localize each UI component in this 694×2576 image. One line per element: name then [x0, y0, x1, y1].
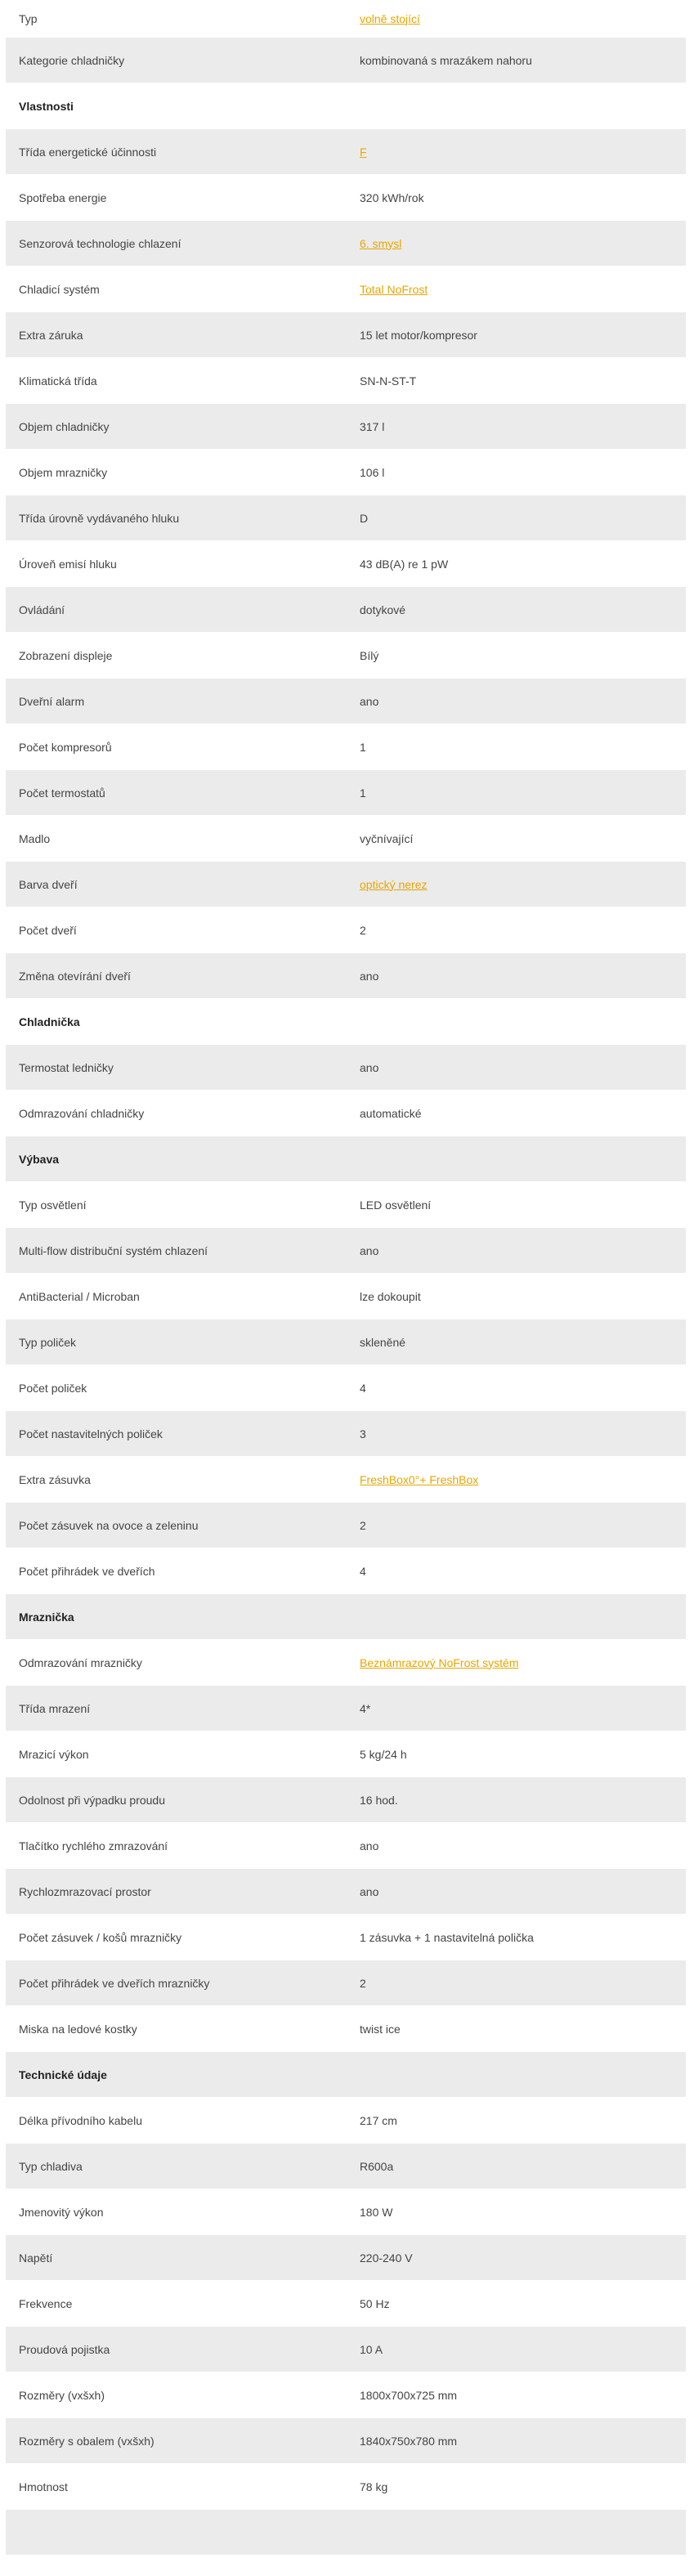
spec-label: Počet nastavitelných poliček [19, 1427, 163, 1440]
spec-value: 4 [360, 1564, 366, 1578]
spec-label: Multi-flow distribuční systém chlazení [19, 1243, 208, 1257]
spec-value: twist ice [360, 2022, 401, 2036]
spec-value-cell [360, 1519, 686, 1532]
spec-value-cell [360, 2480, 686, 2493]
section-title: Chladnička [19, 1015, 80, 1028]
spec-value-cell [360, 1977, 686, 1990]
spec-value-cell [360, 1382, 686, 1395]
spec-value-cell [360, 1885, 686, 1898]
spec-label: Odmrazování chladničky [19, 1106, 145, 1120]
spec-value: ano [360, 1839, 379, 1852]
spec-value: automatické [360, 1106, 422, 1120]
spec-row-miska-na-ledove-kostky [6, 2006, 686, 2052]
spec-value: R600a [360, 2159, 394, 2173]
spec-label: Třída mrazení [19, 1701, 91, 1715]
spec-value: skleněné [360, 1335, 406, 1349]
spec-value-cell [360, 1702, 686, 1715]
spec-row-pocet-kompresoru [6, 724, 686, 770]
spec-value: 220-240 V [360, 2251, 413, 2265]
spec-row-chladici-system [6, 267, 686, 312]
spec-value-cell [360, 1198, 686, 1212]
spec-label: Typ poliček [19, 1335, 77, 1349]
spec-value-cell [360, 2297, 686, 2310]
spec-value-cell [360, 466, 686, 479]
spec-label: Objem mrazničky [19, 465, 108, 479]
spec-label: Typ [19, 11, 38, 25]
spec-label: Počet zásuvek na ovoce a zeleninu [19, 1518, 199, 1532]
spec-label: Miska na ledové kostky [19, 2022, 137, 2036]
spec-row-objem-chladnicky [6, 404, 686, 450]
spec-row-ovladani [6, 587, 686, 633]
spec-label: Jmenovitý výkon [19, 2205, 104, 2219]
spec-label: Rozměry s obalem (vxšxh) [19, 2434, 154, 2448]
spec-row-barva-dveri [6, 862, 686, 907]
spec-value-link[interactable]: Total NoFrost [360, 282, 428, 296]
spec-row-antibacterial-microban [6, 1274, 686, 1319]
spec-row-extra-zasuvka [6, 1457, 686, 1503]
spec-label: Kategorie chladničky [19, 53, 125, 67]
spec-label: Třída úrovně vydávaného hluku [19, 511, 180, 525]
spec-value-cell [360, 1839, 686, 1852]
spec-label: Počet zásuvek / košů mrazničky [19, 1930, 182, 1944]
spec-label: Proudová pojistka [19, 2342, 110, 2356]
spec-value: 1 [360, 740, 366, 754]
spec-value-cell [360, 12, 686, 25]
spec-value-cell [360, 1061, 686, 1074]
spec-value: 4 [360, 1381, 366, 1395]
spec-label: Tlačítko rychlého zmrazování [19, 1839, 168, 1852]
spec-value: 10 A [360, 2342, 383, 2356]
spec-value: vyčnívající [360, 831, 414, 845]
spec-label: Typ chladiva [19, 2159, 83, 2173]
section-title: Vlastnosti [19, 99, 74, 113]
spec-value: 1840x750x780 mm [360, 2434, 458, 2448]
section-title: Technické údaje [19, 2068, 107, 2081]
spec-value: 2 [360, 1518, 366, 1532]
spec-row-trida-mrazeni [6, 1686, 686, 1732]
spec-value-cell [360, 329, 686, 342]
section-header-technicke-udaje [6, 2052, 686, 2098]
spec-row-proudova-pojistka [6, 2327, 686, 2372]
spec-value: ano [360, 1884, 379, 1898]
spec-value-cell [360, 512, 686, 525]
spec-value-cell [360, 741, 686, 754]
spec-row-pocet-nastavitelnych-policek [6, 1411, 686, 1457]
spec-label: Úroveň emisí hluku [19, 557, 117, 571]
spec-value-cell [360, 786, 686, 800]
spec-value-cell [360, 2160, 686, 2173]
spec-value: 3 [360, 1427, 366, 1440]
spec-label: Klimatická třída [19, 374, 97, 388]
section-header-chladnicka [6, 999, 686, 1045]
spec-value-cell [360, 1656, 686, 1669]
spec-label: Senzorová technologie chlazení [19, 236, 181, 250]
spec-value: SN-N-ST-T [360, 374, 417, 388]
spec-label: Odmrazování mrazničky [19, 1655, 142, 1669]
spec-row-odolnost-pri-vypadku-proudu [6, 1777, 686, 1823]
spec-value: Bílý [360, 648, 379, 662]
spec-row-mrazici-vykon [6, 1732, 686, 1777]
spec-row-pocet-policek [6, 1365, 686, 1411]
spec-value-cell [360, 695, 686, 708]
spec-label: Napětí [19, 2251, 53, 2265]
spec-value-link[interactable]: 6. smysl [360, 236, 402, 250]
spec-value-cell [360, 1290, 686, 1303]
spec-label: Chladicí systém [19, 282, 100, 296]
spec-label: Extra zásuvka [19, 1472, 91, 1486]
spec-row-jmenovity-vykon [6, 2189, 686, 2235]
spec-value-cell [360, 603, 686, 616]
spec-value: D [360, 511, 369, 525]
spec-value: LED osvětlení [360, 1198, 432, 1212]
spec-row-termostat-lednicky [6, 1045, 686, 1091]
spec-label: Spotřeba energie [19, 190, 107, 204]
spec-label: Zobrazení displeje [19, 648, 113, 662]
spec-value-cell [360, 54, 686, 67]
spec-row-spotreba-energie [6, 175, 686, 221]
spec-row-pocet-termostatu [6, 770, 686, 816]
spec-value: ano [360, 1060, 379, 1074]
spec-value: 78 kg [360, 2480, 388, 2493]
spec-row-multi-flow-distribucni-system-chlazeni [6, 1228, 686, 1274]
spec-value: 1 [360, 786, 366, 800]
spec-value: 106 l [360, 465, 385, 479]
spec-row-zmena-otevirani-dveri [6, 953, 686, 999]
spec-row-pocet-zasuvek-na-ovoce-a-zeleninu [6, 1503, 686, 1548]
spec-row-pocet-prihradek-ve-dverich-mraznicky [6, 1960, 686, 2006]
section-header-vlastnosti [6, 83, 686, 129]
spec-value: 2 [360, 1976, 366, 1990]
section-header-mraznicka [6, 1594, 686, 1640]
spec-row-odmrazovani-chladnicky [6, 1091, 686, 1136]
spec-row-objem-mraznicky [6, 450, 686, 495]
spec-value: 180 W [360, 2205, 393, 2219]
spec-value: 1 zásuvka + 1 nastavitelná polička [360, 1930, 534, 1944]
spec-value: kombinovaná s mrazákem nahoru [360, 53, 532, 67]
spec-value-cell [360, 2435, 686, 2448]
spec-value: 43 dB(A) re 1 pW [360, 557, 449, 571]
spec-row-typ [6, 0, 686, 38]
section-header-vybava [6, 1136, 686, 1182]
spec-label: Frekvence [19, 2296, 73, 2310]
spec-row-trida-urovne-vydavaneho-hluku [6, 495, 686, 541]
spec-value: ano [360, 1243, 379, 1257]
spec-value: dotykové [360, 603, 406, 616]
spec-value: 1800x700x725 mm [360, 2388, 458, 2402]
section-title: Mraznička [19, 1610, 74, 1624]
spec-row-kategorie-chladnicky [6, 38, 686, 83]
spec-row-empty [6, 2510, 686, 2556]
spec-row-trida-energeticke-ucinnosti [6, 129, 686, 175]
spec-value: 320 kWh/rok [360, 190, 424, 204]
spec-value: 15 let motor/kompresor [360, 328, 477, 342]
spec-value-cell [360, 191, 686, 204]
spec-label: Počet přihrádek ve dveřích [19, 1564, 155, 1578]
spec-value-link[interactable]: volně stojící [360, 11, 420, 25]
spec-row-madlo [6, 816, 686, 862]
spec-label: Dveřní alarm [19, 694, 85, 708]
spec-value-cell [360, 649, 686, 662]
section-title: Výbava [19, 1152, 60, 1166]
spec-row-uroven-emisi-hluku [6, 541, 686, 587]
specification-table [6, 0, 686, 2556]
spec-row-senzorova-technologie-chlazeni [6, 221, 686, 267]
spec-label: Změna otevírání dveří [19, 969, 131, 983]
spec-label: Hmotnost [19, 2480, 68, 2493]
spec-value-cell [360, 2023, 686, 2036]
spec-row-odmrazovani-mraznicky [6, 1640, 686, 1686]
spec-label: Rozměry (vxšxh) [19, 2388, 105, 2402]
spec-row-rozmery-s-obalem-vxsxh [6, 2418, 686, 2464]
spec-label: Počet přihrádek ve dveřích mrazničky [19, 1976, 210, 1990]
spec-value: 16 hod. [360, 1793, 398, 1807]
spec-value-cell [360, 1931, 686, 1944]
spec-label: Rychlozmrazovací prostor [19, 1884, 151, 1898]
spec-label: Extra záruka [19, 328, 83, 342]
spec-label: Mrazicí výkon [19, 1747, 89, 1761]
spec-value-cell [360, 2206, 686, 2219]
spec-row-tlacitko-rychleho-zmrazovani [6, 1823, 686, 1869]
spec-label: Typ osvětlení [19, 1198, 87, 1212]
spec-label: Počet poliček [19, 1381, 87, 1395]
spec-value-cell [360, 1244, 686, 1257]
spec-value: 4* [360, 1701, 371, 1715]
spec-value: 317 l [360, 419, 385, 433]
spec-label: Délka přívodního kabelu [19, 2113, 142, 2127]
spec-value-cell [360, 2389, 686, 2402]
spec-row-dverni-alarm [6, 679, 686, 724]
spec-value-cell [360, 1565, 686, 1578]
spec-label: Ovládání [19, 603, 65, 616]
spec-label: Termostat ledničky [19, 1060, 114, 1074]
spec-value-cell [360, 237, 686, 250]
spec-value-cell [360, 146, 686, 159]
spec-row-delka-privodniho-kabelu [6, 2098, 686, 2144]
spec-value-cell [360, 283, 686, 296]
spec-row-pocet-zasuvek-kosu-mraznicky [6, 1915, 686, 1960]
spec-value: 5 kg/24 h [360, 1747, 407, 1761]
spec-row-klimaticka-trida [6, 358, 686, 404]
spec-value-cell [360, 832, 686, 845]
spec-label: Počet kompresorů [19, 740, 112, 754]
spec-row-typ-policek [6, 1319, 686, 1365]
spec-value-cell [360, 1427, 686, 1440]
spec-value-cell [360, 1794, 686, 1807]
spec-row-rychlozmrazovaci-prostor [6, 1869, 686, 1915]
spec-row-pocet-dveri [6, 907, 686, 953]
spec-value-link[interactable]: FreshBox0°+ FreshBox [360, 1472, 479, 1486]
spec-value-cell [360, 1748, 686, 1761]
spec-value-link[interactable]: Beznámrazový NoFrost systém [360, 1655, 519, 1669]
spec-label: Barva dveří [19, 877, 78, 891]
spec-row-typ-chladiva [6, 2144, 686, 2189]
spec-row-extra-zaruka [6, 312, 686, 358]
spec-value-cell [360, 558, 686, 571]
spec-label: Objem chladničky [19, 419, 110, 433]
spec-label: Odolnost při výpadku proudu [19, 1793, 165, 1807]
spec-value-cell [360, 1473, 686, 1486]
spec-row-frekvence [6, 2281, 686, 2327]
spec-value: 50 Hz [360, 2296, 390, 2310]
spec-row-pocet-prihradek-ve-dverich [6, 1548, 686, 1594]
spec-label: Počet dveří [19, 923, 77, 937]
spec-value-cell [360, 2114, 686, 2127]
spec-value-link[interactable]: F [360, 145, 367, 159]
spec-value-cell [360, 1336, 686, 1349]
spec-value: ano [360, 694, 379, 708]
spec-value-cell [360, 2251, 686, 2265]
spec-row-hmotnost [6, 2464, 686, 2510]
spec-value-cell [360, 924, 686, 937]
spec-value-cell [360, 970, 686, 983]
spec-value-cell [360, 878, 686, 891]
spec-value-link[interactable]: optický nerez [360, 877, 428, 891]
spec-value-cell [360, 1107, 686, 1120]
spec-label: Madlo [19, 831, 51, 845]
spec-value: lze dokoupit [360, 1289, 421, 1303]
spec-label: Počet termostatů [19, 786, 105, 800]
spec-label: Třída energetické účinnosti [19, 145, 157, 159]
spec-value: 217 cm [360, 2113, 397, 2127]
spec-value-cell [360, 374, 686, 388]
spec-value: 2 [360, 923, 366, 937]
spec-row-typ-osvetleni [6, 1182, 686, 1228]
spec-row-rozmery-vxsxh [6, 2372, 686, 2418]
spec-label: AntiBacterial / Microban [19, 1289, 140, 1303]
spec-row-napeti [6, 2235, 686, 2281]
spec-value: ano [360, 969, 379, 983]
spec-value-cell [360, 420, 686, 433]
spec-value-cell [360, 2343, 686, 2356]
spec-row-zobrazeni-displeje [6, 633, 686, 679]
